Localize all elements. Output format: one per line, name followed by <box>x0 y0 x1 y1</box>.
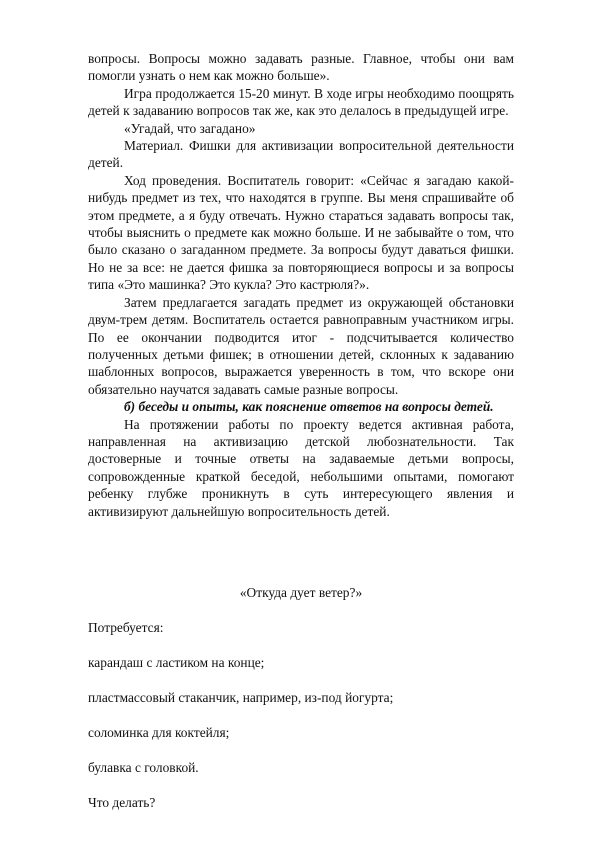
paragraph-follow-up: Затем предлагается загадать предмет из окружающей обстановки двум-трем детям. Воспитатель остается равноправным участником игры. По ее окончании подводится итог - подсчитывается количество полученных детьми фишек; в отношении детей, склонных к задаванию шаблонных вопросов, выражается уверенность в том, что вскоре они обязательно научатся задавать самые разные вопросы. <box>88 294 514 397</box>
needs-label: Потребуется: <box>88 619 164 635</box>
paragraph-procedure: Ход проведения. Воспитатель говорит: «Сейчас я загадаю какой-нибудь предмет из тех, что находятся в группе. Вы меня спрашивайте об этом предмете, а я буду отвечать. Нужно стараться задавать вопросы так, чтобы выяснить о предмете как можно больше. И не забывайте о том, что было сказано о загаданном предмете. За вопросы будут даваться фишки. Но не за все: не дается фишка за повторяющиеся вопросы и за вопросы типа «Это машинка? Это кукла? Это кастрюля?». <box>88 172 514 293</box>
document-page <box>88 50 514 811</box>
paragraph-intro-end: вопросы. Вопросы можно задавать разные. Главное, чтобы они вам помогли узнать о нем как можно больше». <box>88 51 514 84</box>
game-title: «Угадай, что загадано» <box>124 120 256 136</box>
list-item: карандаш с ластиком на конце; <box>88 654 265 670</box>
experiment-title: «Откуда дует ветер?» <box>239 584 363 600</box>
paragraph-material: Материал. Фишки для активизации вопросительной деятельности детей. <box>88 138 514 171</box>
section-heading: б) беседы и опыты, как пояснение ответов на вопросы детей. <box>124 399 494 415</box>
what-to-do-label: Что делать? <box>88 794 156 810</box>
list-item: пластмассовый стаканчик, например, из-под йогурта; <box>88 689 394 705</box>
section-spacer <box>88 520 514 584</box>
list-item: булавка с головкой. <box>88 759 199 775</box>
paragraph-game-duration: Игра продолжается 15-20 минут. В ходе игры необходимо поощрять детей к задаванию вопросов так же, как это делалось в предыдущей игре. <box>88 85 514 119</box>
list-item: соломинка для коктейля; <box>88 724 230 740</box>
paragraph-project-work: На протяжении работы по проекту ведется активная работа, направленная на активизацию детской любознательности. Так достоверные и точные ответы на задаваемые детьми вопросы, сопровожденные краткой беседой, небольшими опытами, помогают ребенку глубже проникнуть в суть интересующего явления и активизируют дальнейшую вопросительность детей. <box>88 416 514 519</box>
